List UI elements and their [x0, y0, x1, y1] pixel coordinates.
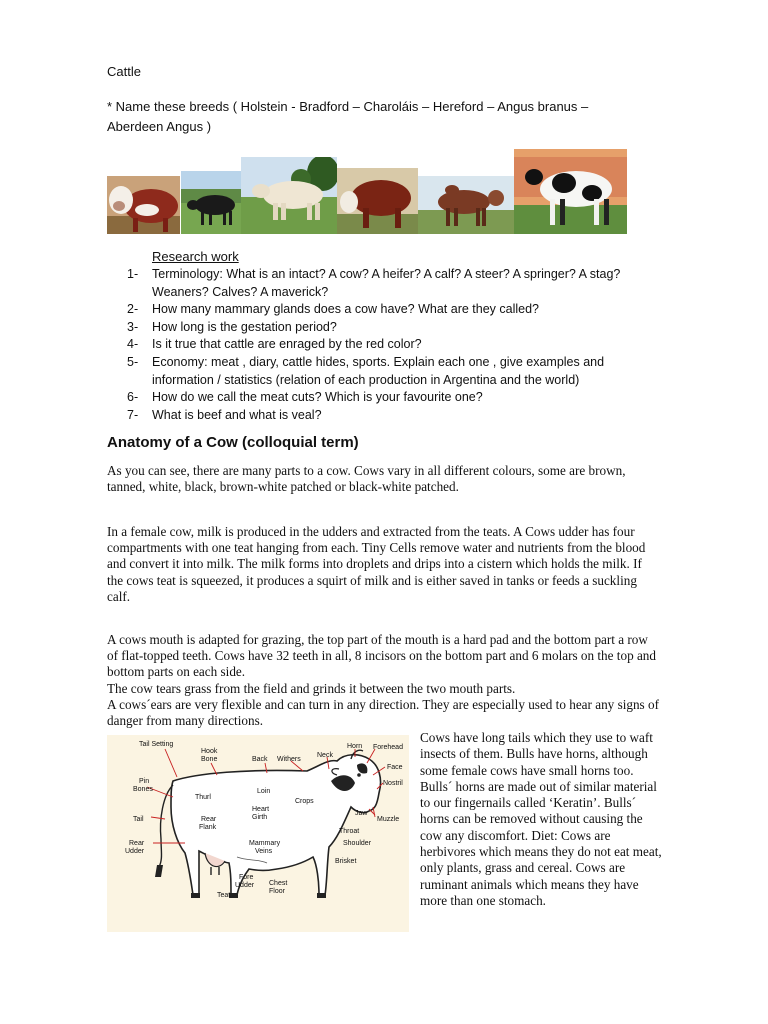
anatomy-heading: Anatomy of a Cow (colloquial term): [107, 434, 359, 451]
research-questions: [127, 266, 647, 424]
question-text: How do we call the meat cuts? Which is your favourite one?: [152, 390, 483, 405]
question-item: [127, 336, 647, 354]
label-rear-udder: Rear: [129, 840, 145, 847]
document-title: Cattle: [107, 64, 141, 79]
leader-line: [165, 749, 177, 777]
breed-photo-1: [107, 176, 180, 234]
question-item: [127, 319, 647, 337]
label-crops: Crops: [295, 798, 314, 805]
label-rear: Rear: [201, 816, 217, 823]
question-text: What is beef and what is veal?: [152, 407, 322, 422]
label-throat: Throat: [339, 828, 360, 835]
label-heart: Heart: [252, 806, 270, 813]
question-item: [127, 407, 647, 425]
anatomy-paragraph-grinding: The cow tears grass from the field and grinds it between the two mouth parts.: [107, 681, 516, 696]
label-mammary-veins: Veins: [255, 848, 273, 855]
research-heading: Research work: [152, 249, 239, 264]
breed-photo-strip: [107, 149, 627, 234]
question-text: How many mammary glands does a cow have? What are they called?: [152, 302, 539, 317]
cow-hoof: [229, 893, 238, 898]
question-text: Is it true that cattle are enraged by the red color?: [152, 337, 422, 352]
label-nostril: Nostril: [383, 780, 403, 787]
label-jaw: Jaw: [355, 810, 368, 817]
question-text: Terminology: What is an intact? A cow? A heifer? A calf? A steer? A springer? A stag? Weaners? Calves? A maverick?: [152, 267, 621, 299]
label-pin-bones: Bones: [133, 786, 153, 793]
label-tail-setting: Tail Setting: [139, 741, 174, 748]
label-teat: Teat: [217, 892, 231, 899]
question-item: [127, 354, 647, 389]
breed-photo-3: [241, 157, 337, 234]
breed-photo-6: [514, 149, 627, 234]
label-loin: Loin: [257, 788, 271, 795]
question-item: [127, 389, 647, 407]
label-hook: Hook: [201, 748, 218, 755]
question-number: 1-: [127, 267, 139, 281]
label-withers: Withers: [277, 756, 301, 763]
cow-anatomy-diagram: [107, 735, 409, 932]
label-back: Back: [252, 756, 268, 763]
label-tail: Tail: [133, 816, 144, 823]
label-hook-bone: Bone: [201, 756, 218, 763]
label-shoulder: Shoulder: [343, 840, 372, 847]
label-rear-udder-2: Udder: [125, 848, 145, 855]
breed-photo-2: [181, 171, 241, 234]
question-item: [127, 301, 647, 319]
label-horn: Horn: [347, 743, 363, 750]
question-number: 7-: [127, 407, 139, 422]
cow-hoof: [191, 893, 200, 898]
label-rear-flank: Flank: [199, 824, 217, 831]
label-pin: Pin: [139, 778, 150, 785]
label-face: Face: [387, 764, 403, 771]
label-heart-girth: Girth: [252, 814, 268, 821]
label-chest-floor: Floor: [269, 888, 285, 895]
breeds-prompt: * Name these breeds ( Holstein - Bradford – Charoláis – Hereford – Angus branus – Aberdeen Angus ): [107, 99, 589, 134]
side-paragraph-tails-horns-diet: Cows have long tails which they use to waft insects of them. Bulls have horns, although some female cows have small horns too. Bulls´ horns are made out of similar material to our fingernails called ‘Keratin’. Bulls´ horns can be removed without causing the cow any discomfort. Diet: Cows are herbivores which means they do not eat meat, only plants, grass and cereal. Cows are ruminant animals which means they have more than one stomach.: [420, 730, 662, 908]
cow-eye: [357, 773, 361, 777]
label-chest: Chest: [269, 880, 288, 887]
leader-line: [151, 817, 165, 819]
question-number: 6-: [127, 390, 139, 405]
label-brisket: Brisket: [335, 858, 357, 865]
breed-photo-4: [337, 168, 418, 234]
question-item: [127, 266, 647, 301]
label-fore: Fore: [239, 874, 254, 881]
label-neck: Neck: [317, 752, 333, 759]
label-mammary: Mammary: [249, 840, 281, 847]
cow-hoof: [317, 893, 326, 898]
label-thurl: Thurl: [195, 794, 211, 801]
label-fore-udder: Udder: [235, 882, 255, 889]
cow-tail-switch: [155, 865, 163, 877]
anatomy-paragraph-colours: As you can see, there are many parts to a cow. Cows vary in all different colours, some are brown, tanned, white, black, brown-white patched or black-white patched.: [107, 463, 626, 495]
anatomy-paragraph-mouth: A cows mouth is adapted for grazing, the top part of the mouth is a hard pad and the bottom part a row of flat-topped teeth. Cows have 32 teeth in all, 8 incisors on the bottom part and 6 molars on the top and bottom parts on each side.: [107, 632, 656, 680]
question-number: 2-: [127, 302, 139, 317]
breed-photo-5: [418, 176, 514, 234]
anatomy-paragraph-udder: In a female cow, milk is produced in the udders and extracted from the teats. A Cows udder has four compartments with one teat hanging from each. Tiny Cells remove water and nutrients from the blood and convert it into milk. The milk forms into droplets and drips into a cistern which holds the milk. If the cows teat is squeezed, it produces a squirt of milk and is either saved in tanks or feeds a suckling calf.: [107, 524, 646, 604]
question-text: How long is the gestation period?: [152, 319, 337, 334]
label-forehead: Forehead: [373, 744, 403, 751]
question-number: 5-: [127, 354, 139, 369]
label-muzzle: Muzzle: [377, 816, 400, 823]
question-number: 3-: [127, 319, 139, 334]
question-number: 4-: [127, 337, 139, 352]
anatomy-paragraph-ears: A cows´ears are very flexible and can turn in any direction. They are especially used to hear any signs of danger from many directions.: [107, 697, 659, 729]
question-text: Economy: meat , diary, cattle hides, sports. Explain each one , give examples and information / statistics (relation of each production in Argentina and the world): [152, 354, 605, 387]
